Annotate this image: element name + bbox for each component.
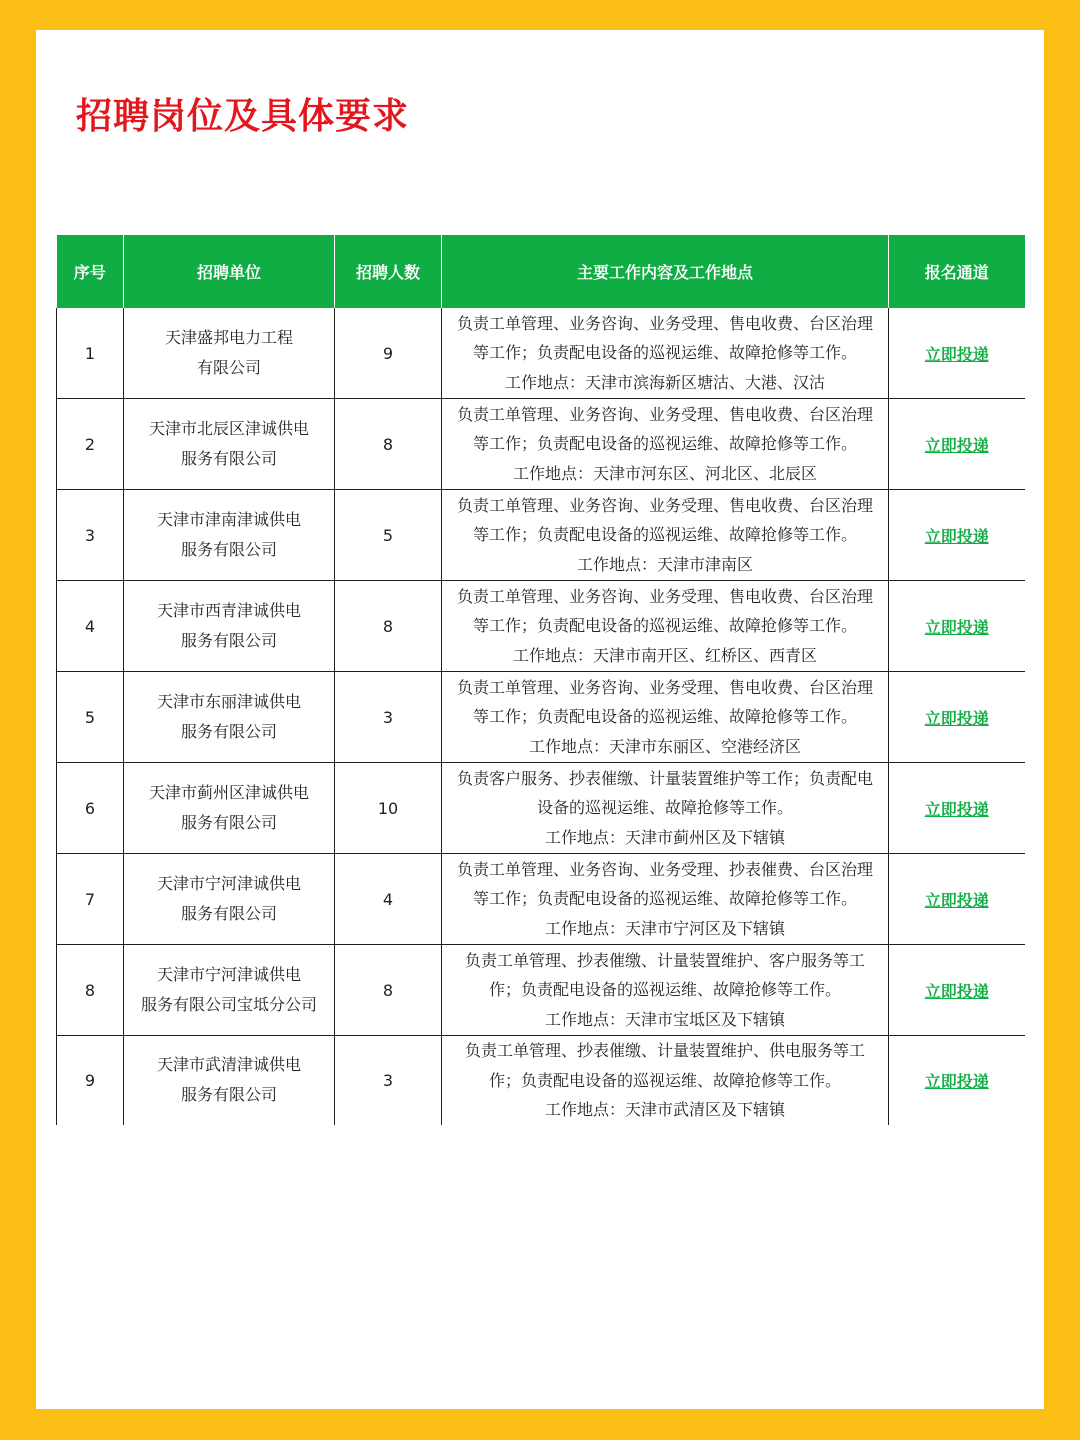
row-duty: 负责工单管理、业务咨询、业务受理、售电收费、台区治理 等工作；负责配电设备的巡视运维、故障抢修等工作。 工作地点：天津市滨海新区塘沽、大港、汉沽 <box>442 308 889 399</box>
apply-link[interactable]: 立即投递 <box>924 981 989 1001</box>
table-row <box>57 581 1025 672</box>
row-location: 工作地点：天津市滨海新区塘沽、大港、汉沽 <box>504 372 825 392</box>
row-apply-cell <box>889 399 1025 490</box>
apply-link[interactable]: 立即投递 <box>924 708 989 728</box>
row-location: 工作地点：天津市蓟州区及下辖镇 <box>544 827 785 847</box>
row-no: 2 <box>57 399 124 490</box>
row-count: 5 <box>335 490 442 581</box>
row-location: 工作地点：天津市河东区、河北区、北辰区 <box>512 463 817 483</box>
row-no: 3 <box>57 490 124 581</box>
page-title: 招聘岗位及具体要求 <box>76 96 410 137</box>
row-count: 8 <box>335 399 442 490</box>
row-location: 工作地点：天津市南开区、红桥区、西青区 <box>512 645 817 665</box>
row-location: 工作地点：天津市津南区 <box>576 554 753 574</box>
table-body <box>57 308 1025 1125</box>
row-duty: 负责工单管理、业务咨询、业务受理、抄表催费、台区治理 等工作；负责配电设备的巡视运维、故障抢修等工作。 工作地点：天津市宁河区及下辖镇 <box>442 854 889 945</box>
header-apply: 报名通道 <box>889 235 1025 308</box>
row-unit: 天津盛邦电力工程 有限公司 <box>124 308 335 399</box>
row-count: 3 <box>335 1036 442 1125</box>
row-unit: 天津市北辰区津诚供电 服务有限公司 <box>124 399 335 490</box>
row-count: 8 <box>335 945 442 1036</box>
apply-link[interactable]: 立即投递 <box>924 344 989 364</box>
row-apply-cell <box>889 854 1025 945</box>
header-unit: 招聘单位 <box>124 235 335 308</box>
apply-link[interactable]: 立即投递 <box>924 799 989 819</box>
table-row <box>57 1036 1025 1125</box>
row-apply-cell <box>889 763 1025 854</box>
row-location: 工作地点：天津市宁河区及下辖镇 <box>544 918 785 938</box>
row-duty: 负责工单管理、抄表催缴、计量装置维护、客户服务等工 作；负责配电设备的巡视运维、故障抢修等工作。 工作地点：天津市宝坻区及下辖镇 <box>442 945 889 1036</box>
row-no: 9 <box>57 1036 124 1125</box>
header-no: 序号 <box>57 235 124 308</box>
row-unit: 天津市宁河津诚供电 服务有限公司 <box>124 854 335 945</box>
apply-link[interactable]: 立即投递 <box>924 617 989 637</box>
row-duty: 负责工单管理、业务咨询、业务受理、售电收费、台区治理 等工作；负责配电设备的巡视运维、故障抢修等工作。 工作地点：天津市东丽区、空港经济区 <box>442 672 889 763</box>
row-unit: 天津市津南津诚供电 服务有限公司 <box>124 490 335 581</box>
table-row <box>57 945 1025 1036</box>
jobs-table <box>56 235 1025 1125</box>
table-header <box>57 235 1025 308</box>
row-count: 10 <box>335 763 442 854</box>
row-location: 工作地点：天津市武清区及下辖镇 <box>544 1100 785 1119</box>
content-card <box>36 30 1044 1409</box>
table-row <box>57 399 1025 490</box>
table-row <box>57 672 1025 763</box>
row-unit: 天津市武清津诚供电 服务有限公司 <box>124 1036 335 1125</box>
row-no: 8 <box>57 945 124 1036</box>
row-duty: 负责工单管理、抄表催缴、计量装置维护、供电服务等工 作；负责配电设备的巡视运维、故障抢修等工作。 工作地点：天津市武清区及下辖镇 <box>442 1036 889 1125</box>
header-count: 招聘人数 <box>335 235 442 308</box>
row-duty: 负责客户服务、抄表催缴、计量装置维护等工作；负责配电 设备的巡视运维、故障抢修等工作。 工作地点：天津市蓟州区及下辖镇 <box>442 763 889 854</box>
row-apply-cell <box>889 308 1025 399</box>
header-duty: 主要工作内容及工作地点 <box>442 235 889 308</box>
row-apply-cell <box>889 945 1025 1036</box>
apply-link[interactable]: 立即投递 <box>924 435 989 455</box>
row-apply-cell <box>889 490 1025 581</box>
row-no: 6 <box>57 763 124 854</box>
row-location: 工作地点：天津市东丽区、空港经济区 <box>528 736 801 756</box>
row-duty: 负责工单管理、业务咨询、业务受理、售电收费、台区治理 等工作；负责配电设备的巡视运维、故障抢修等工作。 工作地点：天津市南开区、红桥区、西青区 <box>442 581 889 672</box>
row-location: 工作地点：天津市宝坻区及下辖镇 <box>544 1009 785 1029</box>
apply-link[interactable]: 立即投递 <box>924 890 989 910</box>
row-unit: 天津市蓟州区津诚供电 服务有限公司 <box>124 763 335 854</box>
table-row <box>57 763 1025 854</box>
row-apply-cell <box>889 1036 1025 1125</box>
table-row <box>57 490 1025 581</box>
row-duty: 负责工单管理、业务咨询、业务受理、售电收费、台区治理 等工作；负责配电设备的巡视运维、故障抢修等工作。 工作地点：天津市河东区、河北区、北辰区 <box>442 399 889 490</box>
row-unit: 天津市西青津诚供电 服务有限公司 <box>124 581 335 672</box>
row-apply-cell <box>889 672 1025 763</box>
apply-link[interactable]: 立即投递 <box>924 1071 989 1091</box>
row-no: 1 <box>57 308 124 399</box>
row-unit: 天津市宁河津诚供电 服务有限公司宝坻分公司 <box>124 945 335 1036</box>
row-count: 8 <box>335 581 442 672</box>
apply-link[interactable]: 立即投递 <box>924 526 989 546</box>
table-row <box>57 308 1025 399</box>
row-unit: 天津市东丽津诚供电 服务有限公司 <box>124 672 335 763</box>
row-apply-cell <box>889 581 1025 672</box>
row-count: 3 <box>335 672 442 763</box>
row-no: 7 <box>57 854 124 945</box>
row-no: 5 <box>57 672 124 763</box>
row-no: 4 <box>57 581 124 672</box>
row-count: 4 <box>335 854 442 945</box>
row-count: 9 <box>335 308 442 399</box>
row-duty: 负责工单管理、业务咨询、业务受理、售电收费、台区治理 等工作；负责配电设备的巡视运维、故障抢修等工作。 工作地点：天津市津南区 <box>442 490 889 581</box>
table-row <box>57 854 1025 945</box>
